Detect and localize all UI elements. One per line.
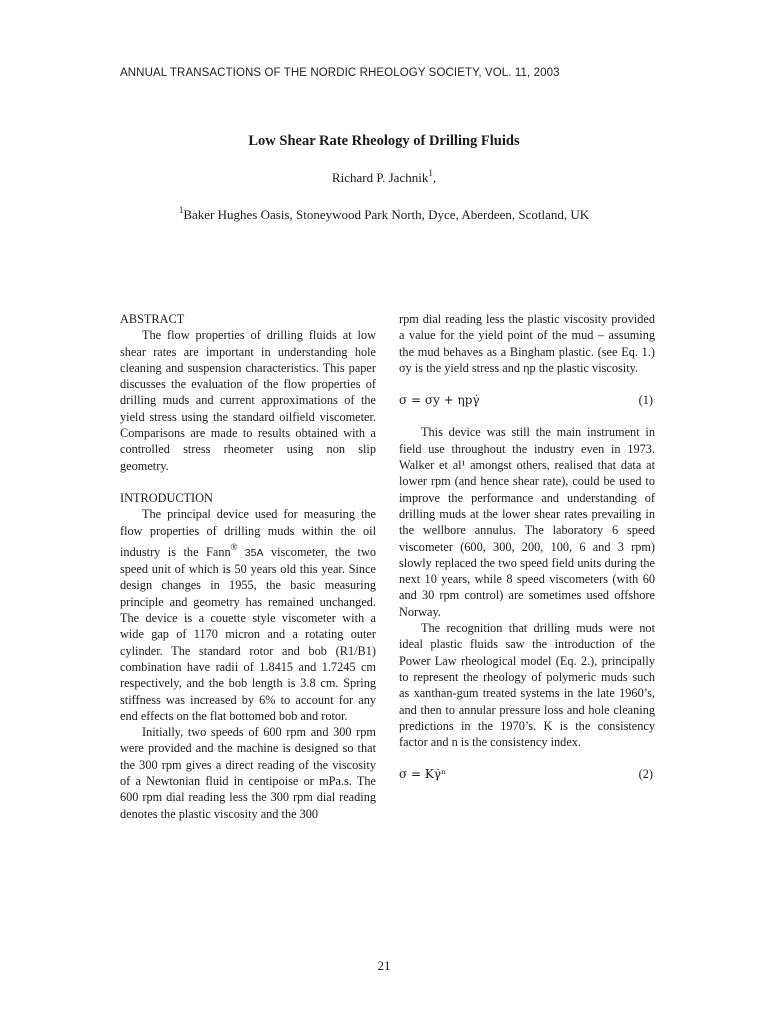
equation-2 bbox=[399, 766, 655, 782]
author-line bbox=[0, 168, 768, 186]
right-paragraph-1: rpm dial reading less the plastic viscosity provided a value for the yield point of the mud – assuming the mud behaves as a Bingham plastic. (see Eq. 1.) σy is the yield stress and ηp the plastic viscosity. bbox=[399, 312, 655, 375]
right-paragraph-2: This device was still the main instrument in field use throughout the industry even in 1973. Walker et al¹ amongst others, realised that data at lower rpm (and hence shear rate), could be used to improve the performance and understanding of drilling muds at the lower shear rates prevailing in the wellbore annulus. The laboratory 6 speed viscometer (600, 300, 200, 100, 6 and 3 rpm) slowly replaced the two speed field units during the next 10 years, while 8 speed viscometers (with 60 and 30 rpm control) are sometimes used offshore Norway. bbox=[399, 425, 655, 619]
affiliation-line bbox=[0, 205, 768, 223]
viscometer-model: 35A bbox=[237, 546, 264, 559]
equation-2-number: (2) bbox=[638, 767, 653, 782]
affiliation-text: Baker Hughes Oasis, Stoneywood Park North, Dyce, Aberdeen, Scotland, UK bbox=[183, 207, 590, 222]
equation-2-body: σ = Kγ̇ⁿ bbox=[399, 767, 447, 782]
intro-p1-part-a: The principal device used for measuring the flow properties of drilling muds within the oil industry is the Fann bbox=[120, 507, 376, 559]
abstract-heading: ABSTRACT bbox=[120, 312, 185, 326]
page-number: 21 bbox=[377, 958, 391, 973]
right-paragraph-3: The recognition that drilling muds were not ideal plastic fluids saw the introduction of the Power Law rheological model (Eq. 2.), principally to represent the rheology of polymeric muds such as xanthan-gum treated systems in the late 1960’s, and then to annular pressure loss and hole cleaning predictions in the 1970’s. K is the consistency factor and n is the consistency index. bbox=[399, 621, 655, 750]
equation-1-number: (1) bbox=[638, 393, 653, 408]
right-column bbox=[399, 311, 655, 783]
equation-1 bbox=[399, 392, 655, 408]
abstract-text: The flow properties of drilling fluids at low shear rates are important in understanding hole cleaning and suspension characteristics. This paper discusses the evaluation of the flow properties of drilling muds and current approximations of the yield stress using the standard oilfield viscometer. Comparisons are made to results obtained with a controlled stress rheometer using non slip geometry. bbox=[120, 328, 376, 473]
introduction-paragraph-2: Initially, two speeds of 600 rpm and 300 rpm were provided and the machine is designed so that the 300 rpm gives a direct reading of the viscosity of a Newtonian fluid in centipoise or mPa.s. The 600 rpm dial reading less the 300 rpm dial reading denotes the plastic viscosity and the 300 bbox=[120, 725, 376, 821]
left-column bbox=[120, 311, 376, 822]
author-suffix: , bbox=[432, 170, 437, 185]
equation-1-body: σ = σy + ηpγ̇ bbox=[399, 393, 480, 408]
introduction-paragraph-1 bbox=[120, 506, 376, 724]
paper-title: Low Shear Rate Rheology of Drilling Fluids bbox=[248, 133, 520, 149]
author-superscript: 1 bbox=[428, 168, 433, 178]
intro-p1-part-b: viscometer, the two speed unit of which is 50 years old this year. Since design changes in 1955, the basic measuring principle and geometry has remained unchanged. The device is a couette style viscometer with a wide gap of 1170 micron and a rotating outer cylinder. The standard rotor and bob (R1/B1) combination have radii of 1.8415 and 1.7245 cm respectively, and the bob length is 3.8 cm. Spring stiffness was increased by 6% to account for any end effects on the flat bottomed bob and rotor. bbox=[120, 544, 376, 723]
journal-header: ANNUAL TRANSACTIONS OF THE NORDIC RHEOLOGY SOCIETY, VOL. 11, 2003 bbox=[120, 67, 560, 79]
author-name: Richard P. Jachnik bbox=[331, 170, 429, 185]
affiliation-superscript: 1 bbox=[178, 205, 184, 215]
registered-mark: ® bbox=[230, 541, 238, 552]
introduction-heading: INTRODUCTION bbox=[120, 490, 213, 505]
